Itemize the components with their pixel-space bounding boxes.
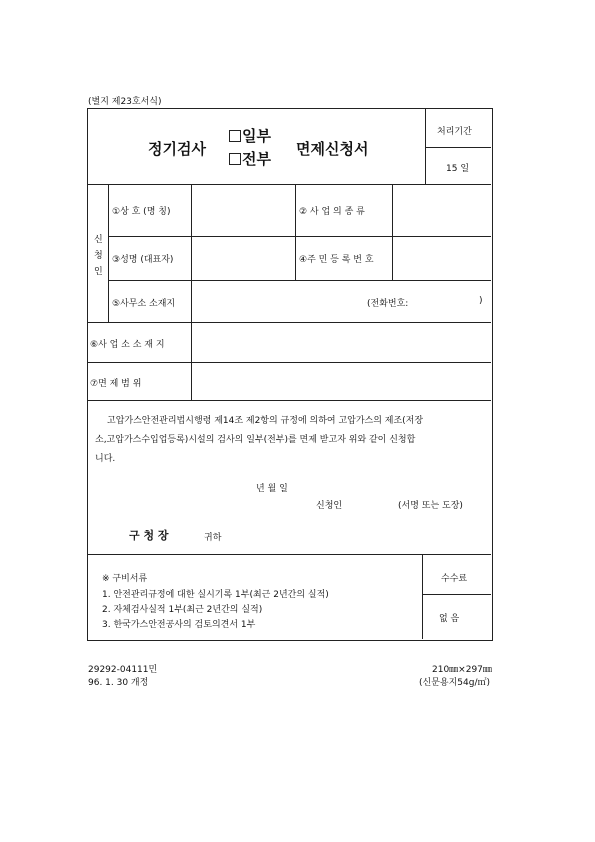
office-address-field[interactable]	[193, 282, 363, 320]
office-address-label: ⑤사무소 소재지	[112, 299, 176, 309]
documents-header: ※ 구비서류	[102, 574, 148, 584]
processing-period-value: 15 일	[446, 164, 470, 174]
representative-name-field[interactable]	[193, 238, 293, 278]
body-text-line-2: 소,고압가스수입업등록)시설의 검사의 일부(전부)를 면제 받고자 위와 같이 신청합	[95, 435, 416, 445]
resident-number-label: ④주 민 등 록 번 호	[299, 255, 374, 265]
divider	[87, 400, 491, 401]
exemption-scope-label: ⑦면 제 범 위	[90, 379, 142, 389]
title-tail: 면제신청서	[296, 140, 369, 158]
resident-number-field[interactable]	[394, 238, 489, 278]
divider	[422, 594, 491, 595]
applicant-side-label-2: 청	[94, 251, 103, 261]
representative-name-label: ③성명 (대표자)	[112, 255, 174, 265]
divider	[108, 236, 491, 237]
partial-checkbox[interactable]	[229, 130, 241, 142]
paper-size: 210㎜×297㎜	[432, 665, 492, 675]
recipient-suffix: 귀하	[204, 533, 222, 543]
fee-label: 수수료	[441, 574, 468, 584]
phone-close: )	[479, 296, 483, 306]
fee-value: 없 음	[439, 614, 460, 624]
form-code: 29292-04111민	[88, 665, 158, 675]
applicant-side-label-1: 신	[94, 235, 103, 245]
divider	[191, 184, 192, 400]
divider	[108, 280, 491, 281]
divider	[422, 554, 423, 639]
phone-field[interactable]	[416, 288, 476, 310]
form-number-label: (별지 제23호서식)	[88, 97, 162, 107]
paper-type: (신문용지54g/㎡)	[419, 678, 490, 688]
revision-date: 96. 1. 30 개정	[88, 678, 149, 688]
divider	[108, 184, 109, 322]
business-name-field[interactable]	[193, 186, 293, 234]
divider	[425, 147, 491, 148]
title-option-partial: 일부	[229, 125, 271, 146]
sign-note: (서명 또는 도장)	[398, 501, 463, 511]
divider	[87, 322, 491, 323]
divider	[392, 184, 393, 280]
site-address-field[interactable]	[193, 324, 489, 360]
title-main: 정기검사	[148, 140, 206, 158]
document-item: 3. 한국가스안전공사의 검토의견서 1부	[102, 620, 256, 630]
business-type-field[interactable]	[394, 186, 489, 234]
business-name-label: ①상 호 (명 칭)	[112, 207, 171, 217]
divider	[87, 554, 491, 555]
business-type-label: ② 사 업 의 종 류	[299, 207, 365, 217]
processing-period-label: 처리기간	[437, 127, 472, 137]
divider	[87, 184, 491, 185]
document-item: 1. 안전관리규정에 대한 실시기록 1부(최근 2년간의 실적)	[102, 590, 329, 600]
divider	[295, 184, 296, 280]
divider	[425, 108, 426, 184]
full-checkbox[interactable]	[229, 153, 241, 165]
applicant-side-label-3: 인	[94, 267, 103, 277]
title-option-full: 전부	[229, 148, 271, 169]
applicant-sign-field[interactable]	[346, 494, 392, 510]
recipient: 구 청 장	[129, 529, 169, 542]
phone-label: (전화번호:	[367, 299, 409, 309]
site-address-label: ⑥사 업 소 소 재 지	[90, 340, 165, 350]
applicant-sign-label: 신청인	[316, 501, 343, 511]
body-text-line-1: 고압가스안전관리법시행령 제14조 제2항의 규정에 의하여 고압가스의 제조(저장	[107, 416, 424, 426]
date-line: 년 월 일	[256, 484, 288, 494]
document-item: 2. 자체검사실적 1부(최근 2년간의 실적)	[102, 605, 263, 615]
body-text-line-3: 니다.	[95, 454, 116, 464]
exemption-scope-field[interactable]	[193, 364, 489, 398]
divider	[87, 362, 491, 363]
